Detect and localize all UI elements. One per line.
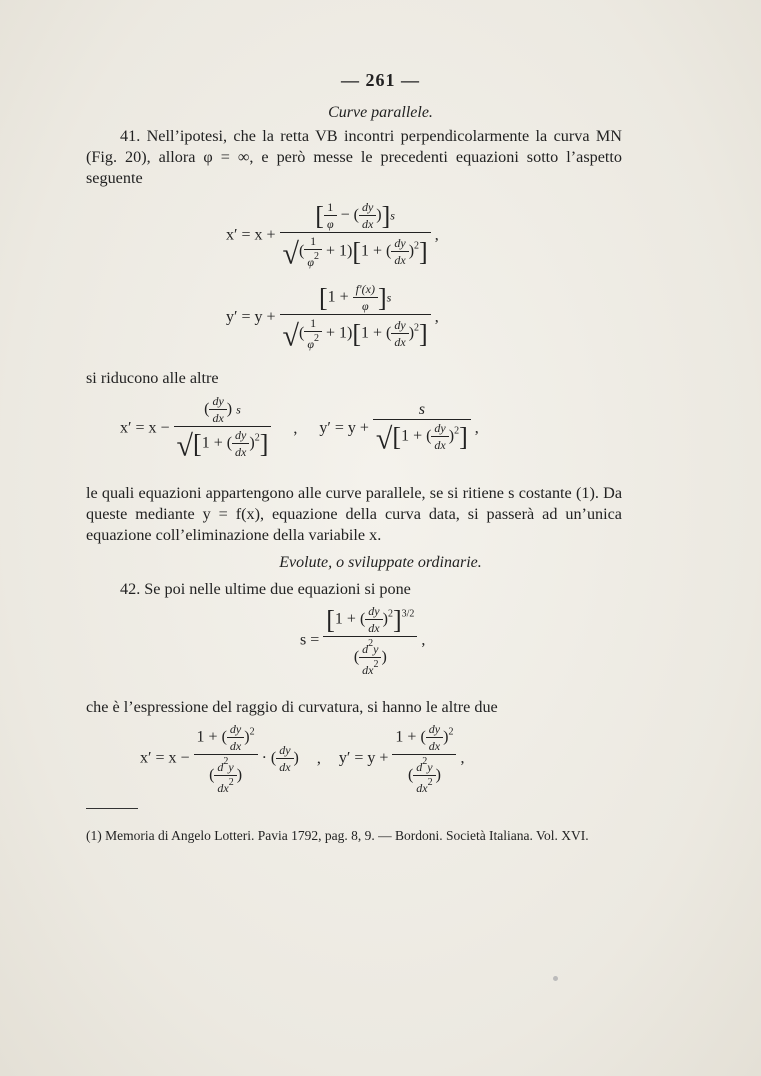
paper-speck [553, 976, 558, 981]
section-title-evolute: Evolute, o sviluppate ordinarie. [279, 554, 482, 571]
equation-y-prime-general: y′ = y + [1 + $\frac{f'(x)}{\varphi}$ ]s √( $\frac{1}{\varphi^2}$ + 1)[1 + ( $\frac{dy}{dx}$ )$^2$] , [226, 282, 439, 353]
footnote: (1) Memoria di Angelo Lotteri. Pavia 1792, pag. 8, 9. — Bordoni. Società Italiana. Vol. XVI. [86, 828, 589, 843]
page-number: — 261 — [341, 70, 420, 90]
equation-parallel-curves: x′ = x − ( $\frac{dy}{dx}$ ) s √[1 + ( $\frac{dy}{dx}$ )$^2$] , y′ = y + s √[1 + ( $\frac{dy}{dx}$ )$^2$] , [120, 394, 479, 463]
equation-lhs: x′ = x + [226, 226, 276, 244]
paragraph-41: 41. Nell’ipotesi, che la retta VB incontri perpendicolarmente la curva MN (Fig. 20), allora φ = ∞, e però messe le precedenti equazioni sotto l’aspetto seguente [86, 127, 622, 187]
equation-radius-curvature: s = [1 + ( $\frac{dy}{dx}$ )$^2$]$^{3/2}$ ( $\frac{d^2y}{dx^2}$ ) , [300, 604, 426, 677]
equation-lhs-x: x′ = x − [120, 419, 170, 437]
footnote-rule [86, 808, 138, 809]
equation-lhs-x: x′ = x − [140, 749, 190, 767]
paragraph-quali: le quali equazioni appartengono alle curve parallele, se si ritiene s costante (1). Da queste mediante y = f(x), equazione della curva data, si passerà ad un’unica equazione coll’eliminazione della variabile x. [86, 484, 622, 544]
equation-x-prime-general: x′ = x + [ $\frac{1}{\varphi}$ − ( $\frac{dy}{dx}$ )]s √( $\frac{1}{\varphi^2}$ + 1)[1 + ( $\frac{dy}{dx}$ )$^2$] , [226, 200, 439, 271]
paragraph-raggio: che è l’espressione del raggio di curvatura, si hanno le altre due [86, 698, 498, 716]
paragraph-42: 42. Se poi nelle ultime due equazioni si pone [120, 580, 411, 598]
paragraph-riducono: si riducono alle altre [86, 369, 219, 387]
equation-lhs: s = [300, 631, 320, 649]
equation-lhs-y: y′ = y + [319, 419, 369, 437]
section-title-curve-parallele: Curve parallele. [328, 104, 433, 121]
equation-evolute: x′ = x − 1 + ( $\frac{dy}{dx}$ )$^2$ ( $\frac{d^2y}{dx^2}$ ) · ( $\frac{dy}{dx}$ ) , y′ = y + 1 + ( $\frac{dy}{dx}$ )$^2$ ( $\frac{d^2y}{dx^2}$ ) , [140, 722, 465, 795]
equation-lhs-y: y′ = y + [338, 749, 389, 767]
equation-lhs: y′ = y + [226, 308, 276, 326]
